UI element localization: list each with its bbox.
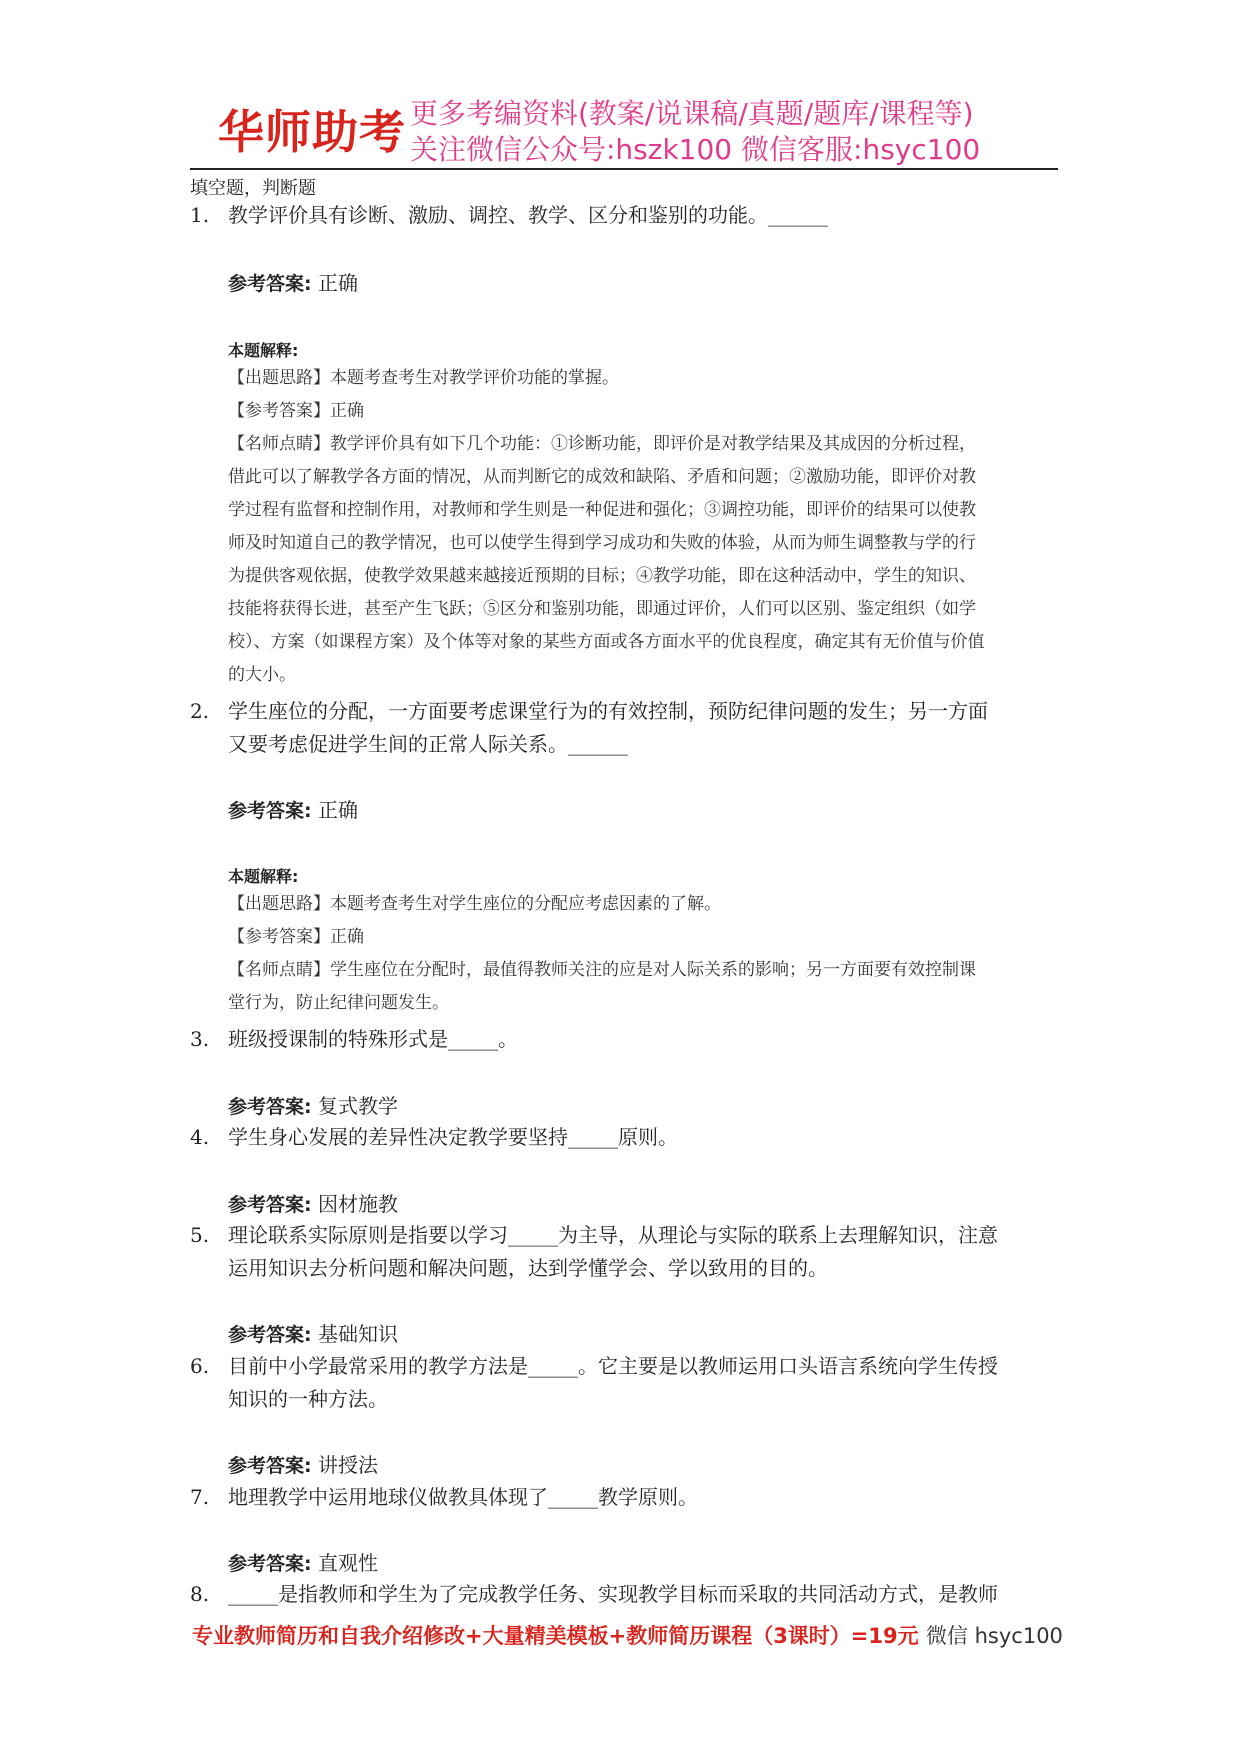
explanation-line: 【出题思路】本题考查考生对教学评价功能的掌握。 [228, 368, 619, 388]
question-text: 目前中小学最常采用的教学方法是_____。它主要是以教师运用口头语言系统向学生传授 [228, 1354, 998, 1378]
question-text: 学生身心发展的差异性决定教学要坚持_____原则。 [228, 1125, 678, 1149]
question-4 [190, 1121, 1058, 1154]
explanation-line: 【参考答案】正确 [228, 927, 364, 947]
explanation-line: 的大小。 [228, 665, 296, 685]
explanation-line: 【名师点睛】教学评价具有如下几个功能：①诊断功能，即评价是对教学结果及其成因的分析过程， [228, 434, 976, 454]
question-number: 8. [190, 1582, 210, 1606]
answer-label: 参考答案: [228, 1096, 312, 1118]
question-5 [190, 1219, 1058, 1285]
answer-value: 因材施教 [317, 1192, 398, 1216]
explanation-label: 本题解释: [228, 341, 299, 360]
answer-6 [228, 1449, 378, 1478]
question-text: 又要考虑促进学生间的正常人际关系。______ [228, 732, 628, 756]
explanation-line: 【出题思路】本题考查考生对学生座位的分配应考虑因素的了解。 [228, 894, 721, 914]
answer-value: 正确 [317, 798, 358, 822]
answer-label: 参考答案: [228, 800, 312, 822]
question-number: 4. [190, 1125, 210, 1149]
question-text: _____是指教师和学生为了完成教学任务、实现教学目标而采取的共同活动方式，是教师 [228, 1582, 998, 1606]
answer-value: 直观性 [317, 1551, 378, 1575]
brand-logo: 华师助考 [218, 105, 406, 159]
question-text: 学生座位的分配，一方面要考虑课堂行为的有效控制，预防纪律问题的发生；另一方面 [228, 699, 988, 723]
question-text: 教学评价具有诊断、激励、调控、教学、区分和鉴别的功能。______ [228, 203, 828, 227]
answer-5 [228, 1318, 398, 1347]
question-number: 3. [190, 1027, 210, 1051]
explanation-line: 【名师点睛】学生座位在分配时，最值得教师关注的应是对人际关系的影响；另一方面要有效控制课 [228, 960, 976, 980]
footer-contact: 微信 hsyc100 [925, 1624, 1063, 1648]
section-title: 填空题，判断题 [190, 178, 316, 199]
answer-1 [228, 267, 358, 296]
header-banner [210, 88, 1060, 168]
answer-label: 参考答案: [228, 1324, 312, 1346]
explanation-line: 技能将获得长进，甚至产生飞跃；⑤区分和鉴别功能，即通过评价，人们可以区别、鉴定组织（如学 [228, 599, 976, 619]
question-number: 5. [190, 1223, 210, 1247]
explanation-label: 本题解释: [228, 867, 299, 886]
question-7 [190, 1481, 1058, 1514]
explanation-line: 学过程有监督和控制作用，对教师和学生则是一种促进和强化；③调控功能，即评价的结果可以使教 [228, 500, 976, 520]
answer-value: 正确 [317, 271, 358, 295]
explanation-line: 堂行为，防止纪律问题发生。 [228, 993, 449, 1013]
footer-promo-text: 专业教师简历和自我介绍修改+大量精美模板+教师简历课程（3课时）=19元 [192, 1624, 919, 1648]
answer-value: 复式教学 [317, 1094, 398, 1118]
answer-2 [228, 794, 358, 823]
answer-3 [228, 1090, 398, 1119]
explanation-line: 校）、方案（如课程方案）及个体等对象的某些方面或各方面水平的优良程度，确定其有无价值与价值 [228, 632, 985, 652]
banner-contact-line: 关注微信公众号:hszk100 微信客服:hsyc100 [410, 133, 981, 166]
question-6 [190, 1350, 1058, 1416]
footer-promo [192, 1620, 1063, 1650]
question-text: 知识的一种方法。 [228, 1387, 388, 1411]
question-text: 地理教学中运用地球仪做教具体现了_____教学原则。 [228, 1485, 698, 1509]
answer-label: 参考答案: [228, 1194, 312, 1216]
question-number: 2. [190, 699, 210, 723]
explanation-line: 师及时知道自己的教学情况，也可以使学生得到学习成功和失败的体验，从而为师生调整教与学的行 [228, 533, 976, 553]
question-2 [190, 695, 1058, 761]
question-text: 理论联系实际原则是指要以学习_____为主导，从理论与实际的联系上去理解知识，注意 [228, 1223, 998, 1247]
answer-4 [228, 1188, 398, 1217]
question-number: 1. [190, 203, 210, 227]
question-text: 运用知识去分析问题和解决问题，达到学懂学会、学以致用的目的。 [228, 1256, 828, 1280]
explanation-line: 【参考答案】正确 [228, 401, 364, 421]
answer-label: 参考答案: [228, 1455, 312, 1477]
header-divider [190, 168, 1058, 170]
question-text: 班级授课制的特殊形式是_____。 [228, 1027, 518, 1051]
answer-label: 参考答案: [228, 273, 312, 295]
question-1 [190, 199, 1058, 232]
question-3 [190, 1023, 1058, 1056]
question-number: 6. [190, 1354, 210, 1378]
answer-7 [228, 1547, 378, 1576]
question-8 [190, 1578, 1058, 1611]
explanation-line: 借此可以了解教学各方面的情况，从而判断它的成效和缺陷、矛盾和问题；②激励功能，即评价对教 [228, 467, 976, 487]
explanation-line: 为提供客观依据，使教学效果越来越接近预期的目标；④教学功能，即在这种活动中，学生的知识、 [228, 566, 976, 586]
banner-promo-line: 更多考编资料(教案/说课稿/真题/题库/课程等) [410, 97, 974, 130]
answer-value: 基础知识 [317, 1322, 398, 1346]
question-number: 7. [190, 1485, 210, 1509]
answer-label: 参考答案: [228, 1553, 312, 1575]
answer-value: 讲授法 [317, 1453, 378, 1477]
